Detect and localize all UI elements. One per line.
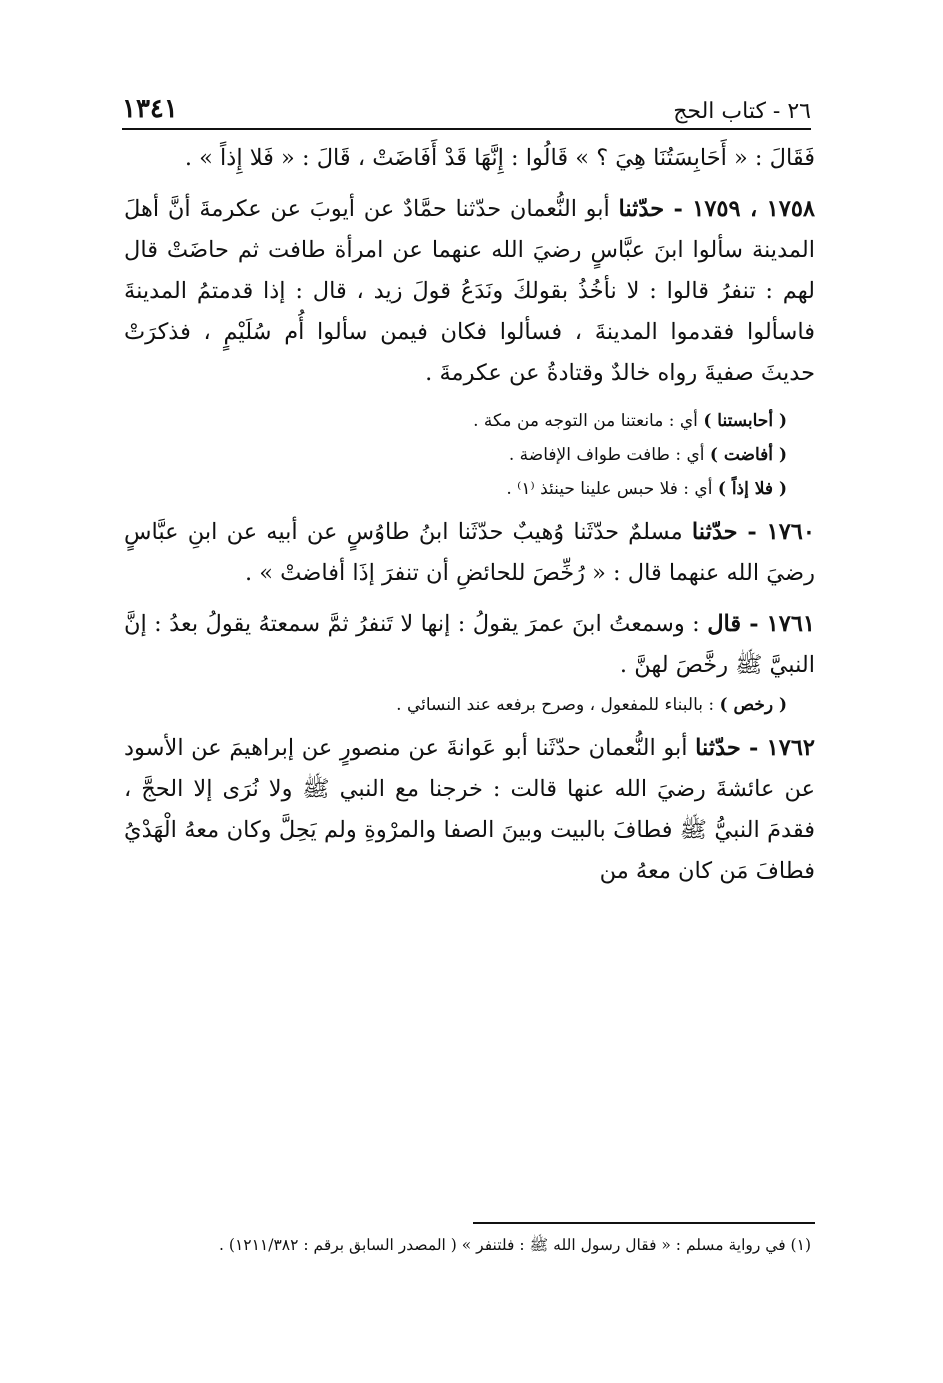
gloss-line: ( أحابستنا ) أي : مانعتنا من التوجه من مكة . xyxy=(473,411,787,431)
hadith-lead: - قال xyxy=(707,611,767,637)
footnote-divider xyxy=(473,1222,815,1224)
hadith-lead: - حدّثنا xyxy=(695,735,767,761)
hadith-1762 xyxy=(124,728,815,892)
chapter-title: ٢٦ - كتاب الحج xyxy=(673,99,811,124)
hadith-1761 xyxy=(124,604,815,686)
header-divider xyxy=(122,128,811,130)
hadith-number: ١٧٦١ xyxy=(766,611,816,637)
hadith-lead: - حدّثنا xyxy=(618,196,693,222)
page-header xyxy=(122,82,811,124)
gloss-line: ( فلا إذاً ) أي : فلا حبس علينا حينئذ ⁽١⁾ . xyxy=(506,479,787,499)
hadith-text: أبو النُّعمان حدّثَنا أبو عَوانةَ عن منصورٍ عن إبراهيمَ عن الأسود عن عائشةَ رضيَ الله عنها قالت : خرجنا مع النبي ﷺ ولا نُرَى إلا الحجَّ ، فقدمَ النبيُّ ﷺ فطافَ بالبيت وبينَ الصفا والمرْوةِ ولم يَحِلَّ وكان معهُ الْهَدْيُ فطافَ مَن كان معهُ من xyxy=(124,735,815,884)
hadith-1760 xyxy=(124,512,815,594)
hadith-lead: - حدّثنا xyxy=(691,519,767,545)
hadith-number: ١٧٥٨ ، ١٧٥٩ xyxy=(692,196,815,222)
gloss-line: ( رخص ) : بالبناء للمفعول ، وصرح برفعه عند النسائي . xyxy=(396,695,787,715)
hadith-1758 xyxy=(124,189,815,394)
gloss-line: ( أفاضت ) أي : طافت طواف الإفاضة . xyxy=(508,445,787,465)
hadith-number: ١٧٦٠ xyxy=(766,519,815,545)
hadith-text: : وسمعتُ ابنَ عمرَ يقولُ : إنها لا تَنفرُ ثمَّ سمعتهُ يقولُ بعدُ : إنَّ النبيَّ ﷺ رخَّصَ لهنَّ . xyxy=(124,611,815,678)
hadith-number: ١٧٦٢ xyxy=(766,735,815,761)
paragraph-continuation: فَقَالَ : « أَحَابِسَتُنَا هِيَ ؟ » قَالُوا : إِنَّهَا قَدْ أَفَاضَتْ ، قَالَ : « فَلا إِذاً » . xyxy=(184,145,815,171)
page-number: ١٣٤١ xyxy=(122,94,178,124)
main-text xyxy=(124,138,815,902)
hadith-text: مسلمٌ حدّثَنا وُهيبٌ حدّثَنا ابنُ طاوُسٍ عن أبيه عن ابنِ عبَّاسٍ رضيَ الله عنهما قال : « رُخِّصَ للحائضِ أن تنفرَ إذَا أفاضتْ » . xyxy=(124,519,815,586)
footnote: (١) في رواية مسلم : « فقال رسول الله ﷺ : فلتنفر » ( المصدر السابق برقم : ١٢١١/٣٨٢) . xyxy=(219,1236,811,1254)
hadith-text: أبو النُّعمان حدّثنا حمَّادٌ عن أيوبَ عن عكرمةَ أنَّ أهلَ المدينة سألوا ابنَ عبَّاسٍ رضيَ الله عنهما عن امرأة طافت ثم حاضَتْ قال لهم : تنفرُ قالوا : لا نأخُذُ بقولكَ ونَدَعُ قولَ زيد ، قال : إذا قدمتمُ المدينةَ فاسألوا فقدموا المدينةَ ، فسألوا فكان فيمن سألوا أُم سُلَيْمٍ ، فذكرَتْ حديثَ صفيةَ رواه خالدٌ وقتادةُ عن عكرمةَ . xyxy=(124,196,815,386)
